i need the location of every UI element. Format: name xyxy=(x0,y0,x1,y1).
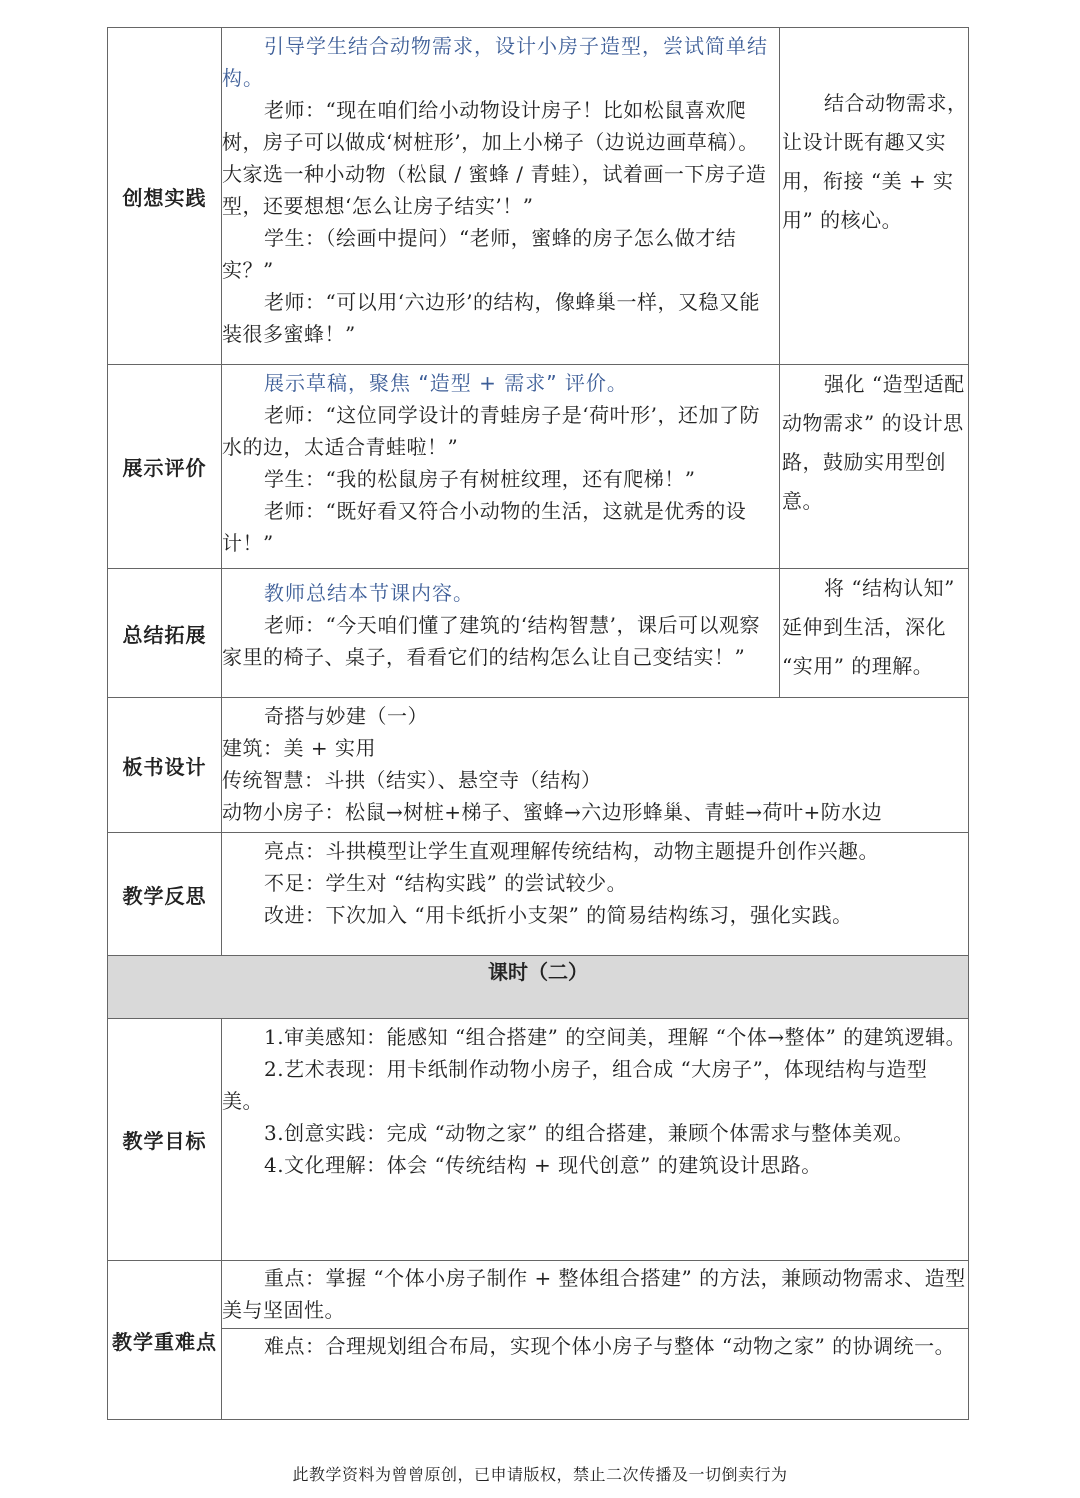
design-intent-text: 强化 “造型适配动物需求” 的设计思路，鼓励实用型创意。 xyxy=(782,372,965,513)
row-summary xyxy=(108,569,969,698)
activity-cell xyxy=(222,569,780,698)
row-reflection xyxy=(108,833,969,956)
dialogue-line: 老师：“现在咱们给小动物设计房子！比如松鼠喜欢爬树，房子可以做成‘树桩形’，加上小梯子（边说边画草稿）。大家选一种小动物（松鼠 / 蜜蜂 / 青蛙），试着画一下房子造型，还要想想‘怎么让房子结实’！” xyxy=(222,98,767,218)
design-intent-cell xyxy=(780,365,969,569)
reflection-line: 改进：下次加入 “用卡纸折小支架” 的简易结构练习，强化实践。 xyxy=(264,903,853,927)
lesson-plan-table xyxy=(107,27,969,1420)
dialogue-line: 学生：（绘画中提问）“老师，蜜蜂的房子怎么做才结实？” xyxy=(222,226,737,282)
row-label: 展示评价 xyxy=(108,365,222,569)
board-line: 奇搭与妙建（一） xyxy=(264,704,428,728)
activity-heading: 展示草稿，聚焦 “造型 + 需求” 评价。 xyxy=(264,371,628,395)
row-key-points xyxy=(108,1261,969,1420)
difficulty-part xyxy=(222,1329,968,1364)
row-label: 教学反思 xyxy=(108,833,222,956)
activity-heading: 引导学生结合动物需求，设计小房子造型，尝试简单结构。 xyxy=(222,34,768,90)
row-label: 教学重难点 xyxy=(108,1261,222,1420)
board-line: 建筑：美 + 实用 xyxy=(222,736,376,760)
board-line: 动物小房子：松鼠→树桩+梯子、蜜蜂→六边形蜂巢、青蛙→荷叶+防水边 xyxy=(222,800,883,824)
design-intent-text: 将 “结构认知” 延伸到生活，深化 “实用” 的理解。 xyxy=(782,576,955,678)
dialogue-line: 老师：“今天咱们懂了建筑的‘结构智慧’，课后可以观察家里的椅子、桌子，看看它们的结构怎么让自己变结实！” xyxy=(222,613,760,669)
row-create-practice xyxy=(108,28,969,365)
board-cell xyxy=(222,698,969,833)
lesson-header: 课时（二） xyxy=(108,956,969,1019)
reflection-line: 亮点：斗拱模型让学生直观理解传统结构，动物主题提升创作兴趣。 xyxy=(264,839,879,863)
design-intent-cell xyxy=(780,569,969,698)
reflection-line: 不足：学生对 “结构实践” 的尝试较少。 xyxy=(264,871,628,895)
dialogue-line: 老师：“这位同学设计的青蛙房子是‘荷叶形’，还加了防水的边，太适合青蛙啦！” xyxy=(222,403,760,459)
dialogue-line: 老师：“既好看又符合小动物的生活，这就是优秀的设计！” xyxy=(222,499,747,555)
difficulty-line: 难点：合理规划组合布局，实现个体小房子与整体 “动物之家” 的协调统一。 xyxy=(264,1334,956,1358)
design-intent-text: 结合动物需求，让设计既有趣又实用，衔接 “美 + 实用” 的核心。 xyxy=(782,91,968,232)
dialogue-line: 学生：“我的松鼠房子有树桩纹理，还有爬梯！” xyxy=(264,467,696,491)
activity-cell xyxy=(222,28,780,365)
key-point-part xyxy=(222,1261,968,1329)
row-label: 板书设计 xyxy=(108,698,222,833)
row-teaching-goals xyxy=(108,1019,969,1261)
reflection-cell xyxy=(222,833,969,956)
row-label: 创想实践 xyxy=(108,28,222,365)
board-line: 传统智慧：斗拱（结实）、悬空寺（结构） xyxy=(222,768,602,792)
key-points-cell xyxy=(222,1261,969,1420)
row-label: 教学目标 xyxy=(108,1019,222,1261)
design-intent-cell xyxy=(780,28,969,365)
goal-line: 3.创意实践：完成 “动物之家” 的组合搭建，兼顾个体需求与整体美观。 xyxy=(264,1121,914,1145)
goal-line: 1.审美感知：能感知 “组合搭建” 的空间美，理解 “个体→整体” 的建筑逻辑。 xyxy=(264,1025,967,1049)
row-lesson-two-header xyxy=(108,956,969,1019)
activity-cell xyxy=(222,365,780,569)
goals-cell xyxy=(222,1019,969,1261)
goal-line: 2.艺术表现：用卡纸制作动物小房子，组合成 “大房子”，体现结构与造型美。 xyxy=(222,1057,928,1113)
activity-heading: 教师总结本节课内容。 xyxy=(264,581,474,605)
copyright-footer: 此教学资料为曾曾原创，已申请版权，禁止二次传播及一切倒卖行为 xyxy=(292,1465,788,1484)
row-show-evaluate xyxy=(108,365,969,569)
row-label: 总结拓展 xyxy=(108,569,222,698)
row-board-design xyxy=(108,698,969,833)
key-point-line: 重点：掌握 “个体小房子制作 + 整体组合搭建” 的方法，兼顾动物需求、造型美与坚固性。 xyxy=(222,1266,966,1322)
dialogue-line: 老师：“可以用‘六边形’的结构，像蜂巢一样，又稳又能装很多蜜蜂！” xyxy=(222,290,760,346)
goal-line: 4.文化理解：体会 “传统结构 + 现代创意” 的建筑设计思路。 xyxy=(264,1153,822,1177)
